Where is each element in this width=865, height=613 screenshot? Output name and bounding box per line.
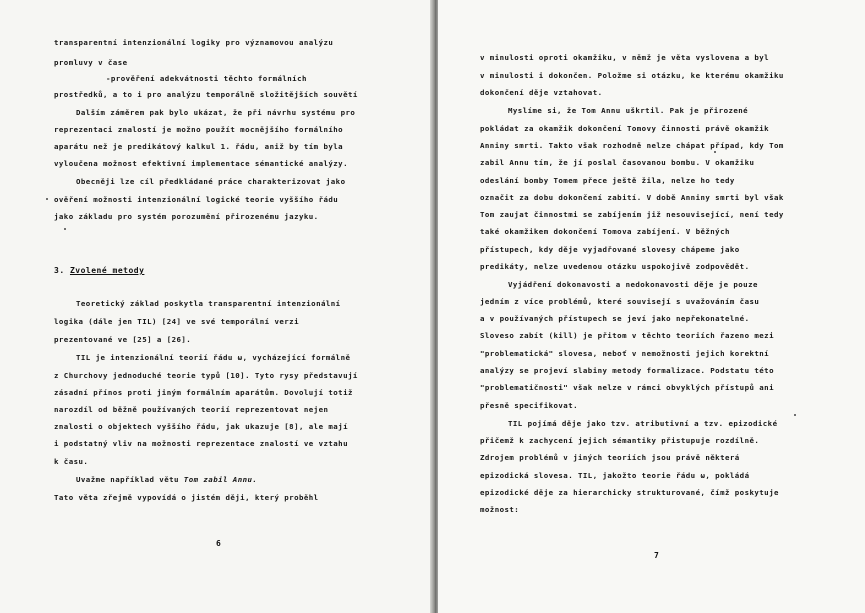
text-line: možnost: (480, 505, 520, 514)
text-line: Anniny smrti. Takto však rozhodně nelze chápat případ, kdy Tom (480, 141, 784, 150)
text-line: reprezentaci znalostí je možno použít mocnějšího formálního (54, 125, 344, 134)
text-line: přístupech, kdy děje vyjadřované slovesy chápeme jako (480, 245, 740, 254)
text-line: označit za dobu dokončení zabití. V době Anniny smrti byl však (480, 193, 784, 202)
text-line: znalosti o objektech vyššího řádu, jak ukazuje [8], ale mají (54, 422, 348, 431)
text-line: aparátu než je predikátový kalkul 1. řádu, aniž by tím byla (54, 142, 344, 151)
scan-speck (794, 414, 796, 416)
text-line: promluvy v čase (54, 58, 128, 67)
text-line: TIL pojímá děje jako tzv. atributivní a tzv. epizodické (508, 419, 778, 428)
right-page (438, 0, 865, 613)
text-line: i podstatný vliv na možnosti reprezentace znalostí ve vztahu (54, 439, 348, 448)
text-line: Tom zaujat činnostmi se zabíjením již nesouvisející, není tedy (480, 210, 784, 219)
example-prefix: Uvažme například větu (76, 475, 184, 484)
text-line: a v používaných přístupech se jeví jako nepřekonatelné. (480, 314, 750, 323)
scan-speck (64, 228, 66, 230)
text-line: ověření možnosti intenzionální logické teorie vyššího řádu (54, 195, 339, 204)
text-line: TIL je intenzionální teorií řádu ω, vycházející formálně (76, 353, 351, 362)
text-line: pokládat za okamžik dokončení Tomovy činnosti právě okamžik (480, 124, 770, 133)
text-line: epizodická slovesa. TIL, jakožto teorie řádu ω, pokládá (480, 471, 750, 480)
scan-speck (714, 151, 716, 153)
text-line: narozdíl od běžně používaných teorií reprezentovat nejen (54, 405, 329, 414)
text-line: logika (dále jen TIL) [24] ve své temporální verzi (54, 317, 299, 326)
section-heading (54, 266, 144, 275)
text-line: jako základu pro systém porozumění přirozenému jazyku. (54, 212, 319, 221)
text-line: k času. (54, 457, 89, 466)
text-line: odeslání bomby Tomem přece ještě žila, nelze ho tedy (480, 176, 735, 185)
text-line: predikáty, nelze uvedenou otázku uspokojivě zodpovědět. (480, 262, 750, 271)
text-line: Dalším záměrem pak bylo ukázat, že při návrhu systému pro (76, 108, 356, 117)
text-line: z Churchovy jednoduché teorie typů [10]. Tyto rysy představují (54, 371, 358, 380)
text-line: transparentní intenzionální logiky pro významovou analýzu (54, 38, 334, 47)
text-line: -prověření adekvátnosti těchto formálních (106, 74, 307, 83)
scan-speck (46, 198, 48, 200)
text-line: také okamžikem dokončení Tomova zabíjení. V běžných (480, 227, 730, 236)
text-line: Obecněji lze cíl předkládané práce charakterizovat jako (76, 177, 346, 186)
text-line: přičemž k zachycení jejich sémantiky přistupuje rozdílně. (480, 436, 760, 445)
page-number: 6 (216, 539, 221, 548)
example-sentence: Tom zabil Annu. (183, 475, 258, 484)
text-line: prostředků, a to i pro analýzu temporálně složitějších souvětí (54, 90, 358, 99)
text-line: v minulosti i dokončen. Položme si otázku, ke kterému okamžiku (480, 71, 784, 80)
text-line: dokončení děje vztahovat. (480, 88, 603, 97)
left-page (0, 0, 432, 613)
text-line: Tato věta zřejmě vypovídá o jistém ději, který proběhl (54, 493, 319, 502)
text-line: zabil Annu tím, že jí poslal časovanou bombu. V okamžiku (480, 158, 755, 167)
text-line: Sloveso zabít (kill) je přitom v těchto teoriích řazeno mezi (480, 331, 774, 340)
text-line: prezentované ve [25] a [26]. (54, 335, 192, 344)
text-line: Teoretický základ poskytla transparentní intenzionální (76, 299, 341, 308)
text-line: Vyjádření dokonavosti a nedokonavosti děje je pouze (508, 280, 758, 289)
text-line: vyloučena možnost efektivní implementace sémantické analýzy. (54, 159, 348, 168)
text-line: Zdrojem problémů v jiných teoriích jsou právě některá (480, 453, 740, 462)
text-line: přesně specifikovat. (480, 401, 578, 410)
section-title: Zvolené metody (69, 266, 145, 275)
text-line: Myslíme si, že Tom Annu uškrtil. Pak je přirozené (508, 106, 749, 115)
page-number: 7 (654, 551, 659, 560)
example-line (76, 475, 257, 485)
text-line: analýzy se projeví slabiny metody formalizace. Podstatu této (480, 366, 774, 375)
text-line: "problematičnosti" však nelze v rámci obvyklých přístupů ani (480, 383, 774, 392)
text-line: v minulosti oproti okamžiku, v němž je věta vyslovena a byl (480, 53, 770, 62)
text-line: epizodické děje za hierarchicky strukturované, čímž poskytuje (480, 488, 779, 497)
section-number: 3. (54, 266, 65, 275)
text-line: jedním z více problémů, které souvisejí s uvažováním času (480, 297, 760, 306)
text-line: "problematická" slovesa, neboť v nemožnosti jejich korektní (480, 349, 770, 358)
text-line: zásadní přínos proti jiným formálním aparátům. Dovolují totiž (54, 388, 353, 397)
